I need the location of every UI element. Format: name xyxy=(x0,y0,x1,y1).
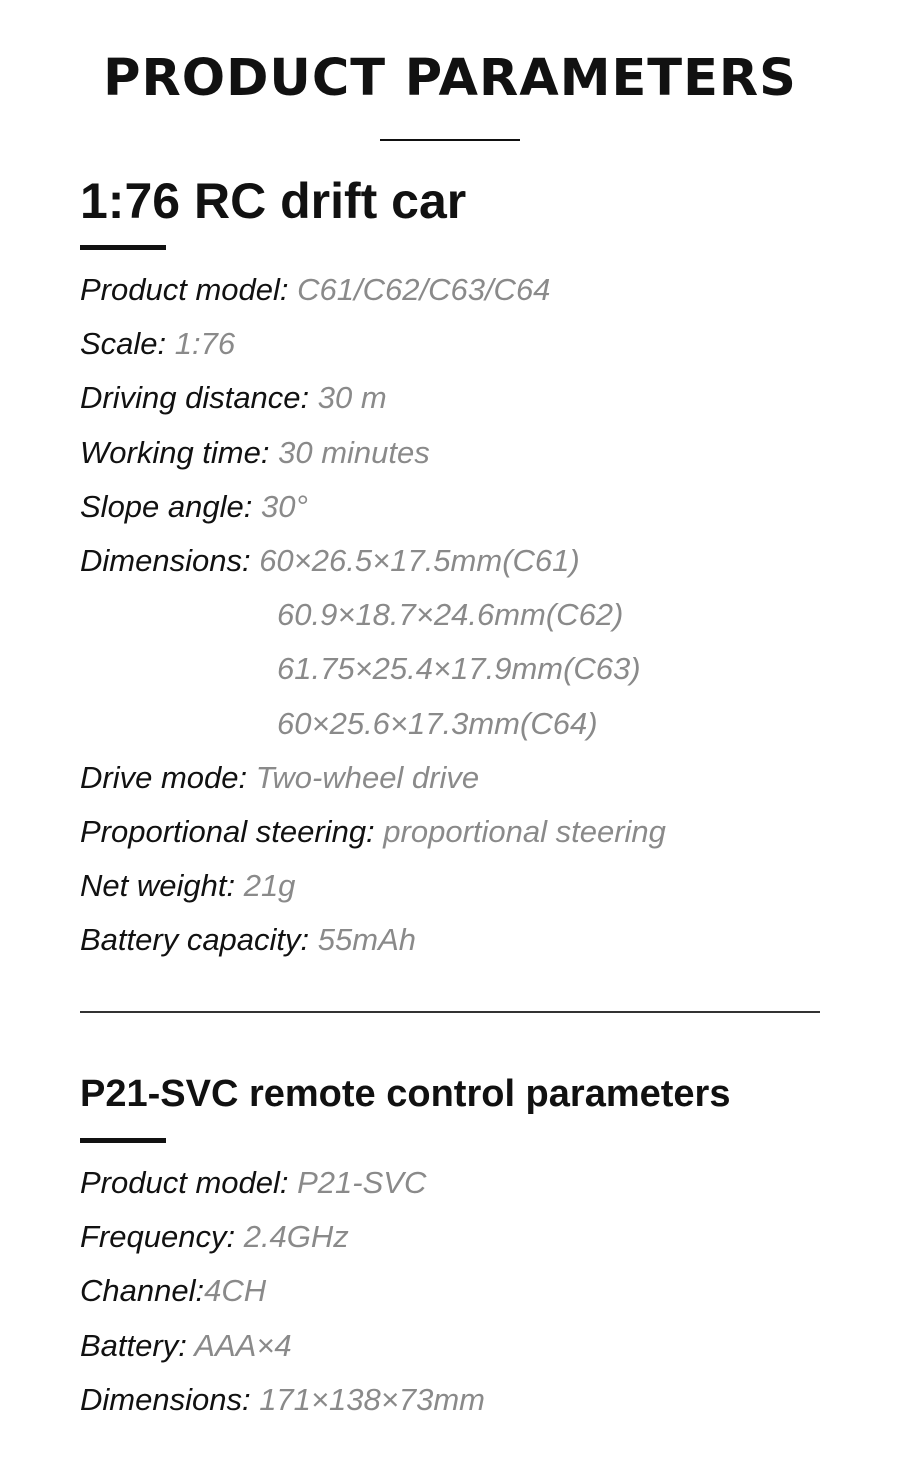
param-value: 30 minutes xyxy=(278,434,430,470)
param-label: Dimensions: xyxy=(80,1381,260,1417)
param-value: P21-SVC xyxy=(297,1165,427,1200)
param-label: Product model: xyxy=(80,1165,298,1200)
param-value: 1:76 xyxy=(174,326,236,362)
param-value: 171×138×73mm xyxy=(259,1381,485,1417)
param-net-weight xyxy=(80,859,666,913)
param-value: 30° xyxy=(260,488,308,524)
param-proportional-steering xyxy=(80,805,666,859)
remote-heading-accent xyxy=(80,1138,166,1143)
param-label: Net weight: xyxy=(80,868,244,904)
param-value: proportional steering xyxy=(383,813,666,849)
param-label: Working time: xyxy=(80,434,279,470)
param-product-model xyxy=(80,263,666,317)
param-label: Scale: xyxy=(80,326,175,362)
param-label: Battery capacity: xyxy=(80,922,318,958)
param-label: Battery: xyxy=(80,1327,195,1363)
param-remote-product-model xyxy=(80,1156,485,1210)
param-label: Dimensions: xyxy=(80,542,260,578)
remote-param-list xyxy=(80,1156,485,1427)
param-label: Driving distance: xyxy=(80,380,318,416)
remote-section-heading: P21-SVC remote control parameters xyxy=(80,1073,731,1115)
param-value: 60.9×18.7×24.6mm(C62) xyxy=(277,597,624,633)
param-remote-dimensions xyxy=(80,1373,485,1427)
param-value: C61/C62/C63/C64 xyxy=(297,272,551,307)
param-channel xyxy=(80,1264,485,1318)
param-label: Product model: xyxy=(80,272,298,307)
car-section-heading: 1:76 RC drift car xyxy=(80,173,467,229)
param-value: Two-wheel drive xyxy=(255,759,480,795)
param-dimensions-c62 xyxy=(80,588,666,642)
param-label: Slope angle: xyxy=(80,488,261,524)
param-drive-mode xyxy=(80,751,666,805)
param-dimensions xyxy=(80,534,666,588)
param-label: Channel: xyxy=(80,1273,205,1309)
title-underline xyxy=(380,139,520,141)
param-value: 21g xyxy=(243,868,296,904)
page-title: PRODUCT PARAMETERS xyxy=(103,49,797,108)
param-label: Proportional steering: xyxy=(80,813,384,849)
param-value: 30 m xyxy=(317,380,387,416)
param-working-time xyxy=(80,426,666,480)
param-value: 4CH xyxy=(204,1273,267,1309)
car-heading-accent xyxy=(80,245,166,250)
param-value: 2.4GHz xyxy=(243,1219,349,1255)
param-battery-capacity xyxy=(80,913,666,967)
section-divider xyxy=(80,1011,820,1013)
param-label: Frequency: xyxy=(80,1219,244,1255)
param-value: 55mAh xyxy=(317,922,417,958)
param-scale xyxy=(80,317,666,371)
param-dimensions-c63 xyxy=(80,642,666,696)
param-driving-distance xyxy=(80,371,666,425)
param-battery xyxy=(80,1319,485,1373)
param-slope-angle xyxy=(80,480,666,534)
param-value: 60×26.5×17.5mm(C61) xyxy=(259,542,580,578)
param-label: Drive mode: xyxy=(80,759,256,795)
car-param-list xyxy=(80,263,666,967)
param-frequency xyxy=(80,1210,485,1264)
param-value: 61.75×25.4×17.9mm(C63) xyxy=(277,651,641,687)
param-dimensions-c64 xyxy=(80,697,666,751)
param-value: 60×25.6×17.3mm(C64) xyxy=(277,705,598,741)
param-value: AAA×4 xyxy=(194,1327,292,1363)
